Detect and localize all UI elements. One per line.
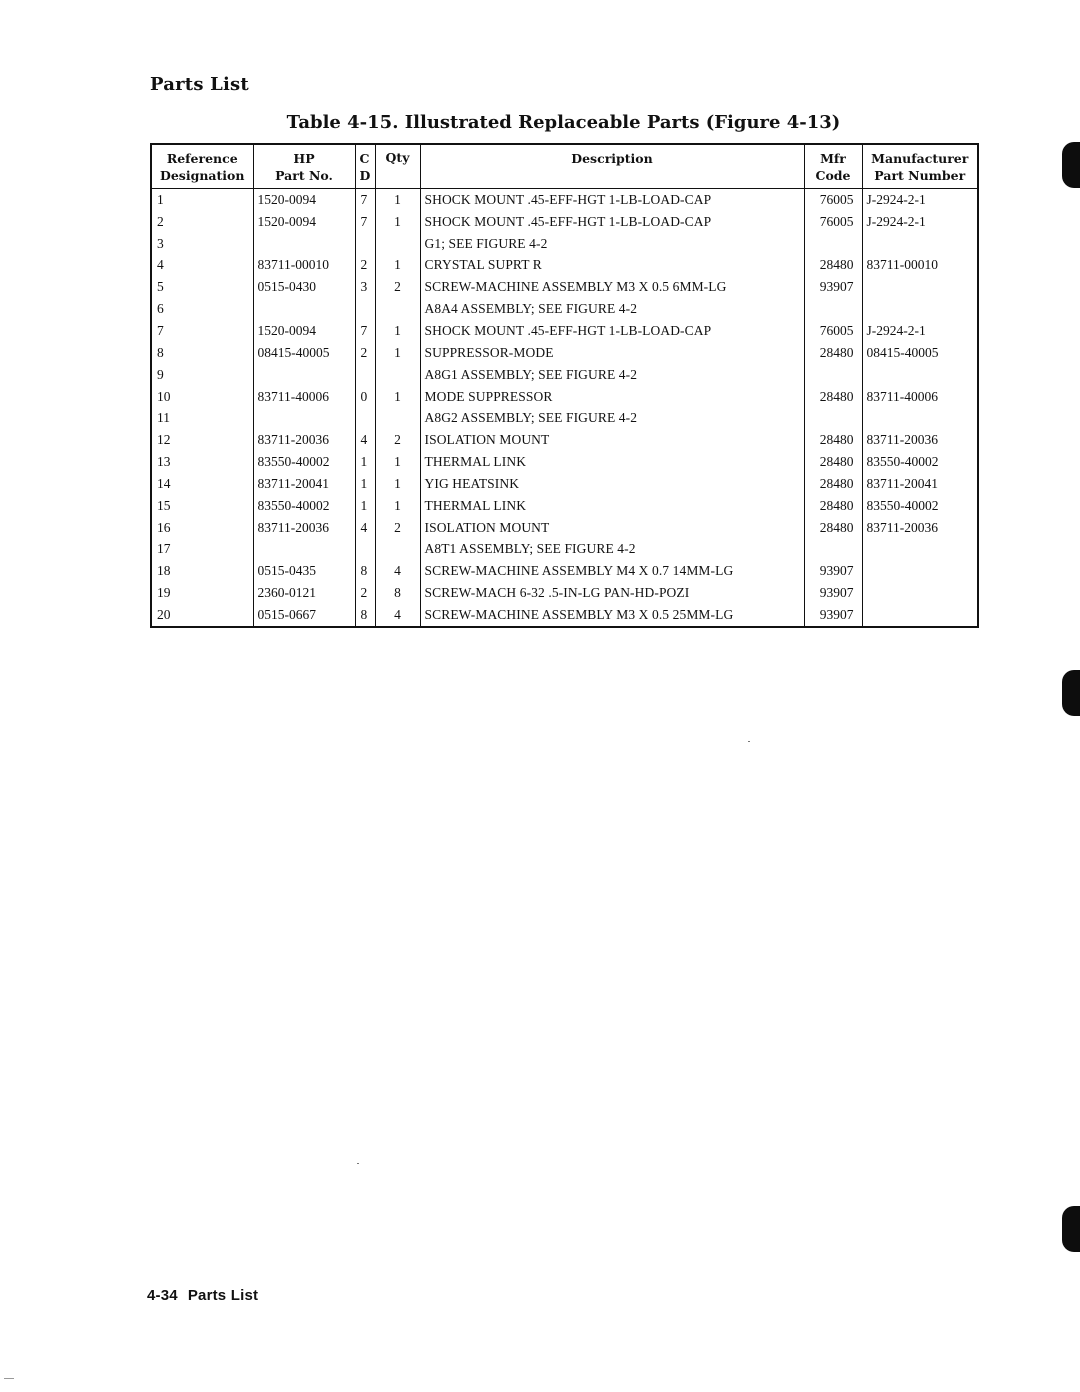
manufacturer-part-number-cell [862,582,978,604]
hp-part-number-cell: 0515-0435 [253,560,355,582]
table-header-row [151,144,978,189]
col-header-line: Reference [166,150,238,166]
reference-designation-cell: 8 [157,344,164,360]
check-digit-cell: 3 [355,276,375,298]
reference-designation-cell: 19 [157,585,171,601]
reference-designation-cell: 4 [157,257,164,273]
col-header-line: C [359,150,370,166]
manufacturer-part-number-cell [862,233,978,255]
hp-part-number-cell: 1520-0094 [253,320,355,342]
manufacturer-part-number-cell: 83711-20036 [862,429,978,451]
mfr-code-cell: 28480 [804,473,862,495]
quantity-cell: 2 [375,429,420,451]
hp-part-number-cell [253,407,355,429]
check-digit-cell: 7 [355,320,375,342]
reference-designation-cell: 18 [157,563,171,579]
check-digit-cell: 2 [355,582,375,604]
check-digit-cell: 8 [355,560,375,582]
quantity-cell: 1 [375,342,420,364]
table-row [151,189,978,211]
hp-part-number-cell [253,233,355,255]
col-header-qty [375,144,420,189]
hp-part-number-cell: 2360-0121 [253,582,355,604]
manufacturer-part-number-cell: 83711-00010 [862,255,978,277]
col-header-line: Description [571,151,653,166]
description-cell: THERMAL LINK [420,495,804,517]
reference-designation-cell: 12 [157,432,171,448]
table-row [151,407,978,429]
mfr-code-cell: 93907 [804,582,862,604]
quantity-cell: 1 [375,473,420,495]
manufacturer-part-number-cell: 83550-40002 [862,451,978,473]
mfr-code-cell: 76005 [804,189,862,211]
mfr-code-cell: 28480 [804,386,862,408]
table-title: Table 4-15. Illustrated Replaceable Parts (Figure 4-13) [286,112,841,133]
table-row [151,386,978,408]
check-digit-cell: 2 [355,255,375,277]
reference-designation-cell: 16 [157,519,171,535]
table-row [151,298,978,320]
scan-edge-mark [4,1378,14,1379]
col-header-cd [355,144,375,189]
reference-designation-cell: 1 [157,191,164,207]
table-row [151,429,978,451]
col-header-hp-part-no [253,144,355,189]
description-cell: G1; SEE FIGURE 4-2 [420,233,804,255]
mfr-code-cell: 28480 [804,517,862,539]
hp-part-number-cell: 1520-0094 [253,189,355,211]
mfr-code-cell: 93907 [804,560,862,582]
check-digit-cell: 1 [355,451,375,473]
description-cell: SUPPRESSOR-MODE [420,342,804,364]
manufacturer-part-number-cell [862,604,978,627]
scan-speck [357,1163,359,1164]
mfr-code-cell [804,364,862,386]
mfr-code-cell: 93907 [804,604,862,627]
table-row [151,473,978,495]
col-header-line: HP [293,150,315,166]
binding-tab-marker [1062,670,1080,716]
hp-part-number-cell [253,539,355,561]
table-row [151,539,978,561]
description-cell: SCREW-MACHINE ASSEMBLY M3 X 0.5 25MM-LG [420,604,804,627]
description-cell: A8A4 ASSEMBLY; SEE FIGURE 4-2 [420,298,804,320]
reference-designation-cell: 13 [157,454,171,470]
quantity-cell: 1 [375,211,420,233]
col-header-mfr-code [804,144,862,189]
hp-part-number-cell [253,364,355,386]
binding-tab-marker [1062,142,1080,188]
table-row [151,604,978,627]
hp-part-number-cell: 83550-40002 [253,495,355,517]
manufacturer-part-number-cell: 83711-20041 [862,473,978,495]
table-row [151,255,978,277]
manufacturer-part-number-cell: J-2924-2-1 [862,189,978,211]
table-row [151,211,978,233]
quantity-cell: 2 [375,517,420,539]
quantity-cell: 1 [375,495,420,517]
manufacturer-part-number-cell [862,560,978,582]
page-number: 4-34 [147,1287,178,1304]
manufacturer-part-number-cell: 08415-40005 [862,342,978,364]
description-cell: YIG HEATSINK [420,473,804,495]
check-digit-cell: 7 [355,211,375,233]
reference-designation-cell: 10 [157,388,171,404]
section-title: Parts List [150,74,249,95]
table-row [151,495,978,517]
col-header-reference [151,144,253,189]
reference-designation-cell: 15 [157,497,171,513]
reference-designation-cell: 3 [157,235,164,251]
reference-designation-cell: 11 [157,410,170,426]
check-digit-cell [355,539,375,561]
quantity-cell [375,407,420,429]
quantity-cell [375,539,420,561]
table-row [151,451,978,473]
description-cell: ISOLATION MOUNT [420,517,804,539]
description-cell: ISOLATION MOUNT [420,429,804,451]
description-cell: A8G2 ASSEMBLY; SEE FIGURE 4-2 [420,407,804,429]
hp-part-number-cell: 08415-40005 [253,342,355,364]
quantity-cell [375,364,420,386]
hp-part-number-cell: 83550-40002 [253,451,355,473]
check-digit-cell: 2 [355,342,375,364]
col-header-line: Part No. [275,167,333,183]
table-row [151,276,978,298]
quantity-cell [375,298,420,320]
manufacturer-part-number-cell: 83711-20036 [862,517,978,539]
manufacturer-part-number-cell [862,298,978,320]
hp-part-number-cell [253,298,355,320]
reference-designation-cell: 17 [157,541,171,557]
hp-part-number-cell: 0515-0667 [253,604,355,627]
col-header-description [420,144,804,189]
check-digit-cell [355,407,375,429]
check-digit-cell [355,364,375,386]
manufacturer-part-number-cell: 83550-40002 [862,495,978,517]
check-digit-cell [355,233,375,255]
quantity-cell: 2 [375,276,420,298]
description-cell: SCREW-MACHINE ASSEMBLY M3 X 0.5 6MM-LG [420,276,804,298]
reference-designation-cell: 2 [157,213,164,229]
table-row [151,364,978,386]
check-digit-cell: 0 [355,386,375,408]
description-cell: MODE SUPPRESSOR [420,386,804,408]
mfr-code-cell [804,407,862,429]
mfr-code-cell: 28480 [804,429,862,451]
mfr-code-cell: 28480 [804,342,862,364]
mfr-code-cell [804,539,862,561]
col-header-manufacturer-part-number [862,144,978,189]
check-digit-cell: 8 [355,604,375,627]
hp-part-number-cell: 83711-00010 [253,255,355,277]
table-row [151,233,978,255]
table-row [151,320,978,342]
description-cell: A8T1 ASSEMBLY; SEE FIGURE 4-2 [420,539,804,561]
hp-part-number-cell: 83711-40006 [253,386,355,408]
mfr-code-cell [804,298,862,320]
description-cell: SCREW-MACHINE ASSEMBLY M4 X 0.7 14MM-LG [420,560,804,582]
table-row [151,342,978,364]
col-header-line: Mfr [820,150,846,166]
parts-table [150,143,979,628]
reference-designation-cell: 14 [157,475,171,491]
mfr-code-cell: 93907 [804,276,862,298]
hp-part-number-cell: 83711-20036 [253,517,355,539]
manufacturer-part-number-cell [862,539,978,561]
description-cell: CRYSTAL SUPRT R [420,255,804,277]
check-digit-cell: 1 [355,495,375,517]
check-digit-cell: 4 [355,517,375,539]
description-cell: SCREW-MACH 6-32 .5-IN-LG PAN-HD-POZI [420,582,804,604]
quantity-cell: 1 [375,255,420,277]
hp-part-number-cell: 83711-20041 [253,473,355,495]
quantity-cell: 8 [375,582,420,604]
mfr-code-cell: 76005 [804,211,862,233]
scan-speck [748,741,750,742]
description-cell: SHOCK MOUNT .45-EFF-HGT 1-LB-LOAD-CAP [420,320,804,342]
description-cell: THERMAL LINK [420,451,804,473]
hp-part-number-cell: 83711-20036 [253,429,355,451]
col-header-line: Qty [385,150,410,165]
check-digit-cell: 4 [355,429,375,451]
binding-tab-marker [1062,1206,1080,1252]
manufacturer-part-number-cell [862,276,978,298]
footer-section-name: Parts List [187,1287,259,1304]
quantity-cell: 4 [375,604,420,627]
manufacturer-part-number-cell: J-2924-2-1 [862,320,978,342]
table-row [151,582,978,604]
reference-designation-cell: 6 [157,301,164,317]
check-digit-cell: 7 [355,189,375,211]
reference-designation-cell: 5 [157,279,164,295]
mfr-code-cell: 28480 [804,451,862,473]
manufacturer-part-number-cell [862,364,978,386]
reference-designation-cell: 9 [157,366,164,382]
col-header-line: Part Number [874,167,966,183]
quantity-cell: 1 [375,451,420,473]
table-row [151,560,978,582]
table-row [151,517,978,539]
manufacturer-part-number-cell: 83711-40006 [862,386,978,408]
quantity-cell: 1 [375,386,420,408]
description-cell: SHOCK MOUNT .45-EFF-HGT 1-LB-LOAD-CAP [420,189,804,211]
col-header-line: Code [815,167,851,183]
description-cell: SHOCK MOUNT .45-EFF-HGT 1-LB-LOAD-CAP [420,211,804,233]
col-header-line: Manufacturer [871,150,969,166]
manufacturer-part-number-cell [862,407,978,429]
page-footer [147,1287,258,1304]
check-digit-cell [355,298,375,320]
check-digit-cell: 1 [355,473,375,495]
table-body [151,189,978,627]
quantity-cell: 1 [375,189,420,211]
quantity-cell: 4 [375,560,420,582]
mfr-code-cell: 76005 [804,320,862,342]
col-header-line: Designation [160,167,245,183]
manufacturer-part-number-cell: J-2924-2-1 [862,211,978,233]
description-cell: A8G1 ASSEMBLY; SEE FIGURE 4-2 [420,364,804,386]
reference-designation-cell: 7 [157,322,164,338]
col-header-line: D [359,167,371,183]
mfr-code-cell: 28480 [804,255,862,277]
mfr-code-cell [804,233,862,255]
reference-designation-cell: 20 [157,606,171,622]
hp-part-number-cell: 1520-0094 [253,211,355,233]
quantity-cell: 1 [375,320,420,342]
hp-part-number-cell: 0515-0430 [253,276,355,298]
mfr-code-cell: 28480 [804,495,862,517]
quantity-cell [375,233,420,255]
